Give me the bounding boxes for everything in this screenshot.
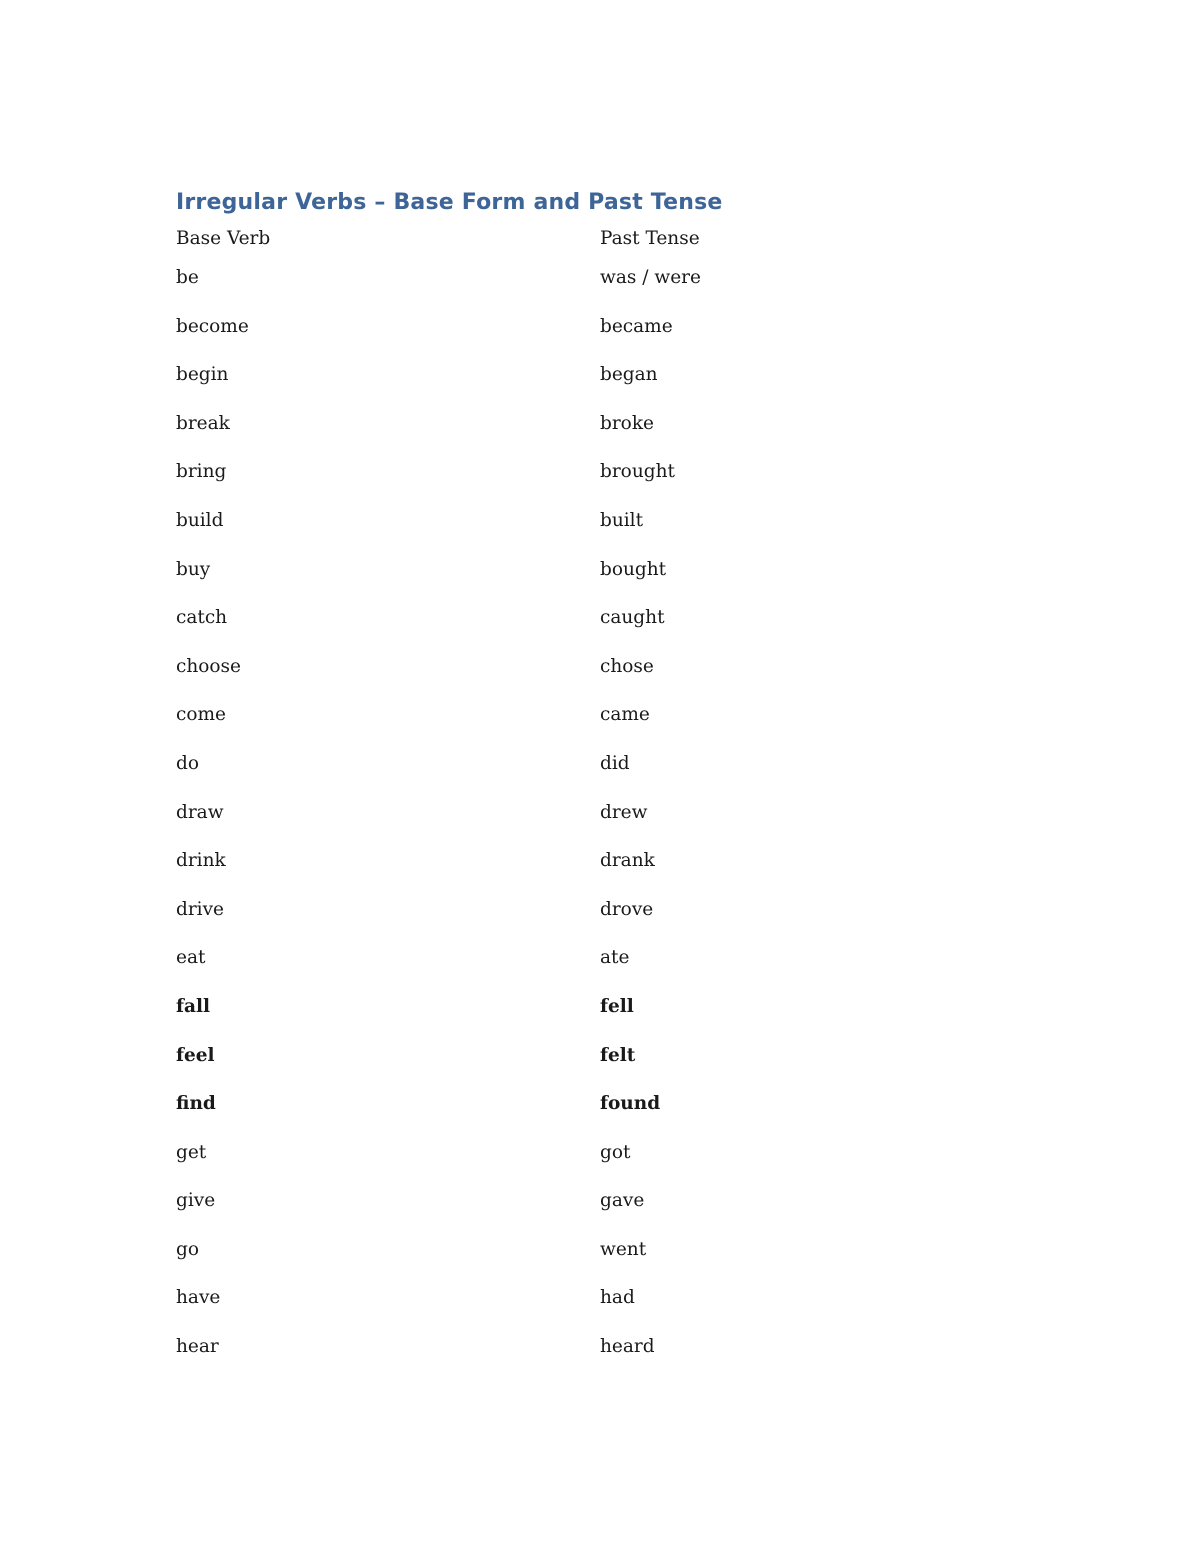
past-tense-cell: felt [600, 1044, 636, 1066]
base-verb-cell: become [176, 315, 249, 337]
base-verb-cell: hear [176, 1336, 219, 1358]
table-row [176, 1093, 976, 1142]
table-row [176, 510, 976, 559]
table-row [176, 559, 976, 608]
past-tense-cell: found [600, 1093, 661, 1115]
base-verb-cell: choose [176, 655, 241, 677]
base-verb-cell: bring [176, 461, 227, 483]
past-tense-cell: built [600, 509, 644, 531]
table-row [176, 656, 976, 705]
table-row [176, 996, 976, 1045]
past-tense-cell: heard [600, 1336, 655, 1358]
past-tense-cell: chose [600, 655, 654, 677]
base-verb-cell: come [176, 704, 226, 726]
base-verb-cell: feel [176, 1044, 215, 1066]
base-verb-cell: break [176, 412, 230, 434]
table-row [176, 947, 976, 996]
table-row [176, 753, 976, 802]
past-tense-cell: drew [600, 801, 648, 823]
past-tense-cell: ate [600, 947, 630, 969]
base-verb-cell: catch [176, 607, 228, 629]
verb-table [176, 228, 976, 1385]
base-verb-cell: fall [176, 995, 211, 1017]
base-verb-cell: drive [176, 898, 225, 920]
column-header-past: Past Tense [600, 228, 700, 249]
past-tense-cell: became [600, 315, 673, 337]
past-tense-cell: did [600, 752, 630, 774]
past-tense-cell: gave [600, 1190, 645, 1212]
table-row [176, 850, 976, 899]
base-verb-cell: build [176, 509, 224, 531]
table-row [176, 364, 976, 413]
table-row [176, 704, 976, 753]
past-tense-cell: came [600, 704, 650, 726]
past-tense-cell: was / were [600, 267, 701, 288]
table-row [176, 1142, 976, 1191]
table-row [176, 899, 976, 948]
base-verb-cell: draw [176, 801, 224, 823]
base-verb-cell: begin [176, 364, 229, 386]
page-title: Irregular Verbs – Base Form and Past Tense [176, 190, 723, 215]
past-tense-cell: went [600, 1238, 647, 1260]
table-row [176, 267, 976, 316]
table-header-row [176, 228, 976, 267]
base-verb-cell: go [176, 1238, 199, 1260]
past-tense-cell: fell [600, 995, 634, 1017]
table-row [176, 1190, 976, 1239]
table-row [176, 607, 976, 656]
past-tense-cell: broke [600, 412, 654, 434]
base-verb-cell: find [176, 1093, 216, 1115]
base-verb-cell: get [176, 1141, 207, 1163]
base-verb-cell: give [176, 1190, 216, 1212]
past-tense-cell: drank [600, 850, 655, 872]
past-tense-cell: caught [600, 607, 665, 629]
table-row [176, 461, 976, 510]
table-row [176, 316, 976, 365]
base-verb-cell: buy [176, 558, 211, 580]
table-row [176, 1336, 976, 1385]
base-verb-cell: do [176, 752, 199, 774]
base-verb-cell: eat [176, 947, 206, 969]
past-tense-cell: began [600, 364, 658, 386]
base-verb-cell: have [176, 1287, 221, 1309]
past-tense-cell: drove [600, 898, 654, 920]
past-tense-cell: had [600, 1287, 635, 1309]
past-tense-cell: got [600, 1141, 631, 1163]
table-row [176, 1045, 976, 1094]
table-row [176, 1239, 976, 1288]
table-row [176, 802, 976, 851]
column-header-base: Base Verb [176, 228, 271, 249]
past-tense-cell: bought [600, 558, 667, 580]
past-tense-cell: brought [600, 461, 675, 483]
table-row [176, 413, 976, 462]
table-row [176, 1287, 976, 1336]
base-verb-cell: drink [176, 850, 226, 872]
base-verb-cell: be [176, 267, 199, 288]
